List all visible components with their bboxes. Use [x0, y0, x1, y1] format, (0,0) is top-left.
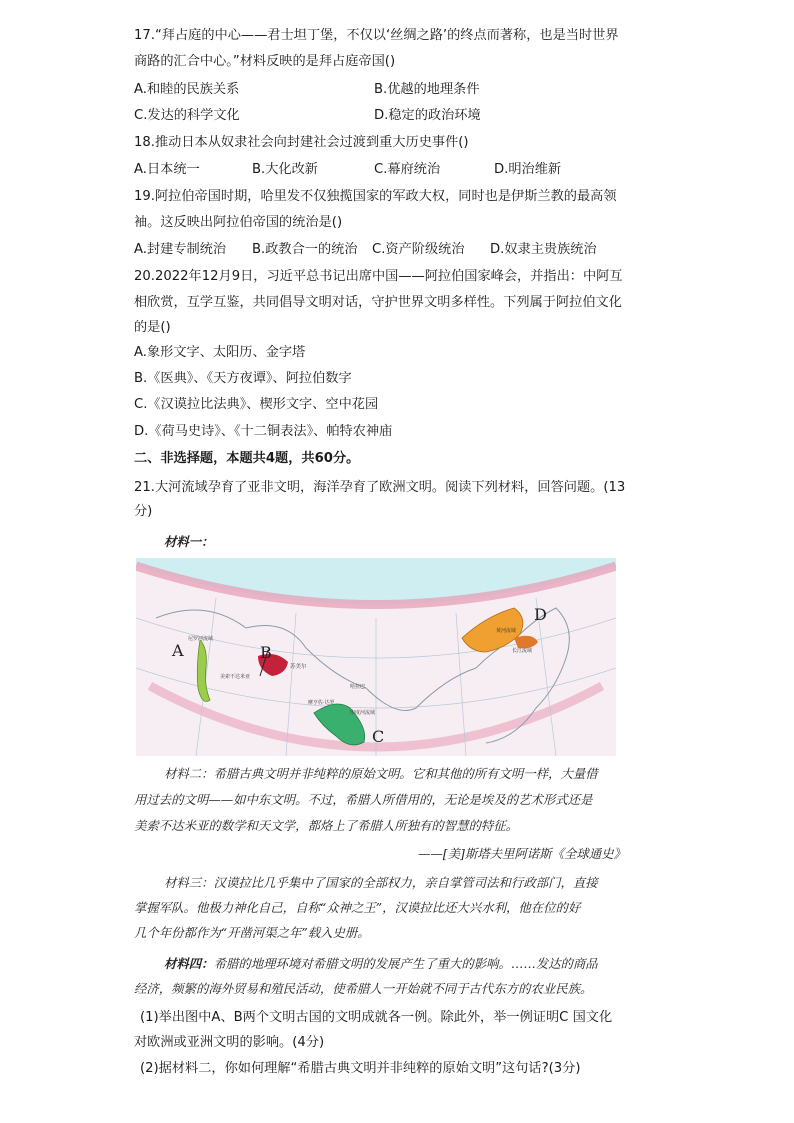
q21-stem-line1: 21.大河流域孕育了亚非文明，海洋孕育了欧洲文明。阅读下列材料，回答问题。(13 — [134, 480, 626, 495]
civilizations-map — [136, 558, 616, 756]
q17-option-c: C.发达的科学文化 — [134, 108, 240, 123]
q17-stem-line1: 17.“拜占庭的中心——君士坦丁堡，不仅以‘丝绸之路’的终点而著称，也是当时世界 — [134, 28, 619, 43]
map-label-harappa: 哈拉巴 — [350, 684, 366, 690]
material4-line2: 经济，频繁的海外贸易和殖民活动，使希腊人一开始就不同于古代东方的农业民族。 — [134, 981, 593, 996]
material4-line1-text: 希腊的地理环境对希腊文明的发展产生了重大的影响。……发达的商品 — [213, 956, 598, 971]
q18-option-b: B.大化改新 — [252, 162, 318, 177]
sub-question-1-line2: 对欧洲或亚洲文明的影响。(4分) — [134, 1035, 325, 1050]
q18-option-c: C.幕府统治 — [374, 162, 441, 177]
material2-line1: 材料二：希腊古典文明并非纯粹的原始文明。它和其他的所有文明一样，大量借 — [164, 766, 598, 781]
q18-option-d: D.明治维新 — [494, 162, 562, 177]
map-label-sumer: 苏美尔 — [290, 664, 307, 670]
map-label-yangtze: 长江流域 — [512, 648, 533, 654]
material2-line3: 美索不达米亚的数学和天文学，都烙上了希腊人所独有的智慧的特征。 — [134, 818, 519, 833]
material4-label: 材料四： — [164, 956, 214, 971]
q17-option-a: A.和睦的民族关系 — [134, 82, 240, 97]
material3-line2: 掌握军队。他极力神化自己，自称“众神之王”，汉谟拉比还大兴水利，他在位的好 — [134, 900, 581, 915]
map-letter-a: A — [172, 641, 184, 660]
q17-option-d: D.稳定的政治环境 — [374, 108, 481, 123]
map-label-yellow-river: 黄河流域 — [496, 628, 517, 634]
q20-stem-line3: 的是() — [134, 320, 171, 335]
q18-stem: 18.推动日本从奴隶社会向封建社会过渡到重大历史事件() — [134, 135, 469, 150]
map-letter-c: C — [372, 727, 385, 746]
map-label-indus: 印度河流域 — [350, 710, 376, 716]
q19-option-a: A.封建专制统治 — [134, 242, 227, 257]
section-heading: 二、非选择题，本题共4题，共60分。 — [134, 451, 360, 466]
q19-option-b: B.政教合一的统治 — [252, 242, 358, 257]
q17-option-b: B.优越的地理条件 — [374, 82, 480, 97]
q20-option-b: B.《医典》、《天方夜谭》、阿拉伯数字 — [134, 371, 352, 386]
sub-question-2: (2)据材料二，你如何理解“希腊古典文明并非纯粹的原始文明”这句话?(3分) — [140, 1061, 581, 1076]
q21-stem-line2: 分) — [134, 504, 153, 519]
map-label-mesopotamia: 美索不达米亚 — [220, 674, 251, 680]
material1-label: 材料一： — [164, 534, 214, 549]
material3-line3: 几个年份都作为“开凿河渠之年”载入史册。 — [134, 925, 370, 940]
material2-source: ——[美]斯塔夫里阿诺斯《全球通史》 — [418, 846, 626, 861]
q20-option-c: C.《汉谟拉比法典》、楔形文字、空中花园 — [134, 397, 379, 412]
q20-option-d: D.《荷马史诗》、《十二铜表法》、帕特农神庙 — [134, 424, 393, 439]
map-letter-b: B — [260, 643, 272, 662]
material2-line2: 用过去的文明——如中东文明。不过，希腊人所借用的，无论是埃及的艺术形式还是 — [134, 792, 593, 807]
q19-option-c: C.资产阶级统治 — [372, 242, 465, 257]
q19-option-d: D.奴隶主贵族统治 — [490, 242, 597, 257]
q19-stem-line1: 19.阿拉伯帝国时期，哈里发不仅独揽国家的军政大权，同时也是伊斯兰教的最高领 — [134, 189, 617, 204]
map-label-nile: 尼罗河流域 — [188, 636, 214, 642]
q17-stem-line2: 商路的汇合中心。”材料反映的是拜占庭帝国() — [134, 54, 396, 69]
q20-stem-line1: 20.2022年12月9日，习近平总书记出席中国——阿拉伯国家峰会，并指出：中阿互 — [134, 269, 623, 284]
map-letter-d: D — [534, 605, 547, 624]
material4-line1 — [164, 954, 598, 974]
sub-question-1-line1: (1)举出图中A、B两个文明古国的文明成就各一例。除此外，举一例证明C 国文化 — [140, 1010, 613, 1025]
q19-stem-line2: 袖。这反映出阿拉伯帝国的统治是() — [134, 215, 343, 230]
material3-line1: 材料三：汉谟拉比几乎集中了国家的全部权力，亲自掌管司法和行政部门，直接 — [164, 875, 598, 890]
q20-option-a: A.象形文字、太阳历、金字塔 — [134, 345, 306, 360]
q18-option-a: A.日本统一 — [134, 162, 200, 177]
map-label-mohenjo-daro: 摩亨佐·达罗 — [308, 700, 335, 706]
q20-stem-line2: 相欣赏，互学互鉴，共同倡导文明对话，守护世界文明多样性。下列属于阿拉伯文化 — [134, 295, 622, 310]
